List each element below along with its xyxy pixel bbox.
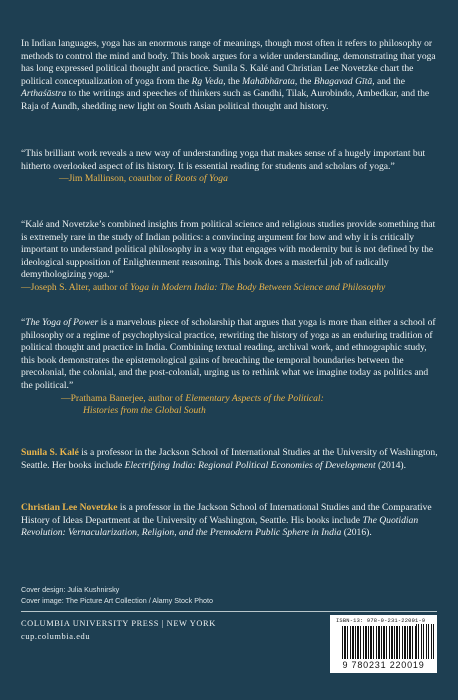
publisher-info xyxy=(21,617,281,643)
rg-veda-title: Rg Veda xyxy=(191,75,224,87)
attribution-name: —Prathama Banerjee, author of xyxy=(61,392,186,404)
mahabharata-title: Mahābhārata xyxy=(242,75,295,87)
bio-text: is a professor in the Jackson School of International Studies at the University of Washington, Seattle. Her books include xyxy=(21,447,438,471)
endorsement-alter xyxy=(21,219,439,295)
bio-text: is a professor in the Jackson School of International Studies and the Comparative History of Ideas Department at the University of Washington, Seattle. His books include xyxy=(21,502,432,526)
bio-book-title: The Quotidian Revolution: Vernacularization, Religion, and the Premodern Public Sphere in India xyxy=(21,514,419,539)
author-bio-novetzke xyxy=(21,502,439,540)
attribution-book: Yoga in Modern India: The Body Between Science and Philosophy xyxy=(130,281,386,293)
intro-text-2: to the writings and speeches of thinkers such as Gandhi, Tilak, Aurobindo, Ambedkar, and the Raja of Aundh, shedding new light on South Asian political thought and history. xyxy=(21,88,430,112)
author-name: Sunila S. Kalé xyxy=(21,447,79,458)
attribution-book: Elementary Aspects of the Political: xyxy=(185,392,324,404)
separator: , and the xyxy=(372,75,405,87)
separator: , the xyxy=(223,75,243,87)
open-quote: “ xyxy=(21,317,26,328)
gita-title: Bhagavad Gītā xyxy=(313,75,373,87)
isbn-label: ISBN-13: 978-0-231-22001-9 xyxy=(336,618,426,624)
endorsement-banerjee xyxy=(21,317,439,418)
separator: , the xyxy=(294,75,314,87)
description-paragraph xyxy=(21,38,439,114)
cover-image-credit: Cover image: The Picture Art Collection / Alamy Stock Photo xyxy=(21,596,214,605)
attribution-book-cont: Histories from the Global South xyxy=(83,405,206,417)
barcode-addon-bars xyxy=(416,624,434,659)
quoted-book-title: The Yoga of Power xyxy=(25,317,99,328)
author-name: Christian Lee Novetzke xyxy=(21,502,118,513)
endorsement-mallinson xyxy=(21,148,439,186)
bio-book-title: Electrifying India: Regional Political Economies of Development xyxy=(124,459,376,471)
arthashastra-title: Arthaśāstra xyxy=(21,88,67,100)
bio-year: (2014). xyxy=(375,459,406,471)
quote-attribution-line2 xyxy=(21,405,439,418)
author-bio-kale xyxy=(21,447,439,472)
quote-text xyxy=(21,317,439,393)
divider xyxy=(21,611,437,612)
bio-year: (2016). xyxy=(341,527,372,539)
quote-body: is a marvelous piece of scholarship that argues that yoga is more than either a school of philosophy or a regime of psychophysical practice, rewriting the history of yoga as an enduring tradition of political thought and practice in India. Combining textual reading, archival work, and ethnographic study, this book demonstrates the epistemological gains of breaching the temporal boundaries between the precolonial, the colonial, and the post-colonial, urging us to rethink what we imagine today as politics and the political.” xyxy=(21,317,436,391)
isbn-barcode xyxy=(330,615,437,673)
attribution-name: —Jim Mallinson, coauthor of xyxy=(59,173,175,185)
publisher-url: cup.columbia.edu xyxy=(21,632,91,641)
quote-attribution xyxy=(21,393,439,406)
quote-text: “This brilliant work reveals a new way of understanding yoga that makes sense of a hugely important but hitherto overlooked aspect of its history. It is essential reading for students and scholars of yoga.” xyxy=(21,148,426,172)
cover-credits xyxy=(21,584,281,606)
publisher-name: COLUMBIA UNIVERSITY PRESS | NEW YORK xyxy=(21,619,216,628)
attribution-name: —Joseph S. Alter, author of xyxy=(21,281,131,293)
intro-text-1: In Indian languages, yoga has an enormous range of meanings, though most often it refers to philosophy or methods to control the mind and body. This book argues for a wider understanding, demonstrating that yoga has long expressed political thought and practice. Sunila S. Kalé and Christian Lee Novetzke chart the political conceptualization of yoga from the xyxy=(21,38,436,87)
quote-text: “Kalé and Novetzke’s combined insights from political science and religious studies provide something that is extremely rare in the study of Indian politics: a convincing argument for how and why it is critically important to understand political philosophy in a way that engages with modernity but is not defined by the ideological supposition of Enlightenment reasoning. This book does a masterful job of radically demythologizing yoga.” xyxy=(21,219,436,281)
attribution-book: Roots of Yoga xyxy=(174,173,228,185)
barcode-digits: 9 780231 220019 xyxy=(342,660,425,670)
cover-design-credit: Cover design: Julia Kushnirsky xyxy=(21,585,120,594)
quote-attribution xyxy=(21,173,439,186)
quote-attribution xyxy=(21,282,439,295)
